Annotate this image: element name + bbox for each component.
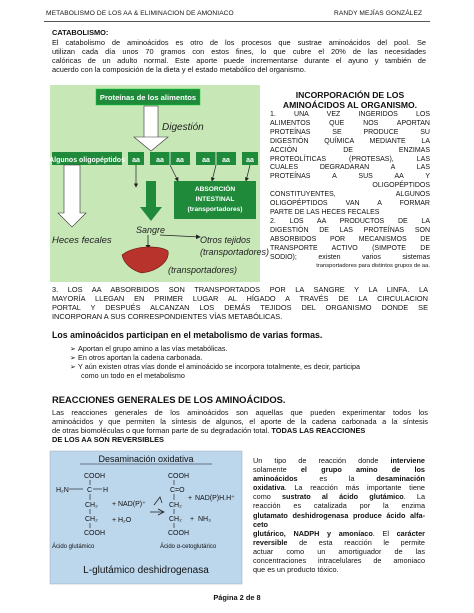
incorporacion-block xyxy=(270,90,430,270)
glut-h: H xyxy=(103,487,109,494)
digestion-arrow-shaft xyxy=(144,106,158,138)
incorporacion-line: PROTEOLÍTICAS (PROTESAS), LAS xyxy=(270,155,430,163)
participan-title: Los aminoácidos participan en el metabolismo de varias formas. xyxy=(52,330,323,340)
desaminacion-line: Un tipo de reacción donde interviene xyxy=(253,456,425,465)
incorporacion-line: SODIO); existen varios sistemas xyxy=(270,253,430,261)
incorporacion-title-1: INCORPORACIÓN DE LOS xyxy=(295,90,405,100)
desaminacion-line: reversible de esta reacción le permite xyxy=(253,537,425,547)
reacciones-line: de otras biomoléculas o que forman parte de su degradación total. xyxy=(52,426,270,436)
header-left: METABOLISMO DE LOS AA & ELIMINACION DE AMONIACO xyxy=(46,10,234,17)
bullet-icon: ➢ xyxy=(70,353,79,362)
incorporacion-line: PROTEÍNAS SE PRODUCE SU xyxy=(270,128,430,136)
aa-box: aa xyxy=(222,157,230,164)
header-rule xyxy=(44,21,430,22)
catabolismo-line: El catabolismo de aminoácidos es otro de los procesos que sustrae aminoácidos del pool. Se xyxy=(52,38,426,47)
glut-cooh: COOH xyxy=(84,473,105,480)
keto-cooh: COOH xyxy=(168,473,189,480)
glut-name: Ácido glutámico xyxy=(52,544,95,550)
incorporacion-line: DIGESTIÓN QUÍMICA MEDIANTE LA xyxy=(270,137,430,145)
nadp-plus: NAD(P)⁺ xyxy=(118,501,146,508)
incorporacion-line: PARTE DE LAS HECES FECALES xyxy=(270,208,380,216)
paso3-line: 3. LOS AA ABSORBIDOS SON TRANSPORTADOS POR LA SANGRE Y LA LINFA. LA xyxy=(52,285,428,294)
incorporacion-line: ALIMENTOS QUE NOS APORTAN xyxy=(270,119,430,127)
incorporacion-line: OLIGOPÉPTIDOS xyxy=(372,182,430,190)
digestion-diagram xyxy=(49,85,270,282)
aa-box: aa xyxy=(156,157,164,164)
reacciones-line: aminoácidos y que permiten la síntesis de algunos, el aporte de la cadena carbonada a la síntesis xyxy=(52,417,428,427)
liver-transp-label: (transportadores) xyxy=(168,265,238,275)
nadph: NAD(P)H.H⁺ xyxy=(195,495,235,502)
desaminacion-line: oxidativa. La reacción más importante tiene xyxy=(253,483,425,493)
incorporacion-line: DIGESTIÓN DE LAS PROTEÍNAS SON xyxy=(270,226,430,234)
h2o: H₂O xyxy=(118,517,132,524)
desaminacion-paragraph xyxy=(253,456,425,574)
aa-box: aa xyxy=(176,157,184,164)
bullet-item: En otros aportan la cadena carbonada. xyxy=(78,353,203,362)
otros-transp-label: (transportadores) xyxy=(200,247,270,257)
desaminacion-line: como sustrato al ácido glutámico. La xyxy=(253,492,425,502)
page-number: Página 2 de 8 xyxy=(213,593,261,602)
incorporacion-title-2: AMINOÁCIDOS AL ORGANISMO. xyxy=(282,100,418,110)
incorporacion-line: 2. LOS AA PRODUCTOS DE LA xyxy=(270,217,430,225)
incorporacion-line: ABSORBIDOS POR MECANISMOS DE xyxy=(270,235,430,243)
oligo-label: Algunos oligopéptidos xyxy=(49,157,125,164)
bullet-item: Aportan el grupo amino a las vías metabólicas. xyxy=(78,344,228,353)
deamination-title: Desaminación oxidativa xyxy=(98,454,194,464)
heces-label: Heces fecales xyxy=(52,235,112,246)
absorption-label-3: (transportadores) xyxy=(187,206,243,213)
glut-h2n: H₂N xyxy=(56,487,69,494)
incorporacion-line: CUALES DEGRADARAN A LAS xyxy=(270,164,430,172)
plus-sign: + xyxy=(112,517,117,524)
plus-sign: + xyxy=(188,495,193,502)
nh3: NH₃ xyxy=(198,516,211,523)
header-right: RANDY MEJÍAS GONZÁLEZ xyxy=(334,10,423,17)
catabolismo-paragraph xyxy=(52,38,426,74)
incorporacion-line: 1. UNA VEZ INGERIDOS LOS xyxy=(270,111,430,118)
aa-box: aa xyxy=(132,157,140,164)
glut-cooh: COOH xyxy=(84,530,105,537)
reacciones-bold-line: DE LOS AA SON REVERSIBLES xyxy=(52,435,164,445)
glut-ch2: CH₂ xyxy=(85,502,98,509)
sangre-label: Sangre xyxy=(136,225,166,235)
participan-bullets xyxy=(70,344,360,380)
paso3-line: PORTAL Y DESPUÉS ALCANZAN LOS DEMÁS TEJIDOS DEL ORGANISMO DONDE SE xyxy=(52,303,428,313)
reacciones-paragraph xyxy=(52,408,428,444)
bullet-icon: ➢ xyxy=(70,344,79,353)
keto-ch2: CH₂ xyxy=(169,516,182,523)
bullet-item: como un todo en el metabolismo xyxy=(81,371,185,380)
proteins-label: Proteínas de los alimentos xyxy=(99,93,197,102)
incorporacion-line: PROTEÍNAS A SUS AA Y xyxy=(270,173,430,181)
plus-sign: + xyxy=(112,501,117,508)
incorporacion-line: OLIGOPÉPTIDOS VAN A FORMAR xyxy=(270,200,430,208)
incorporacion-line: ACCIÓN DE ENZIMAS xyxy=(270,146,430,154)
deamination-diagram xyxy=(50,451,242,584)
keto-ch2: CH₂ xyxy=(169,502,182,509)
bullet-icon: ➢ xyxy=(70,362,79,371)
reacciones-bold: TODAS LAS REACCIONES xyxy=(271,426,366,436)
keto-cooh: COOH xyxy=(168,530,189,537)
aa-box: aa xyxy=(202,157,210,164)
glut-ch2: CH₂ xyxy=(85,516,98,523)
paso3-paragraph xyxy=(52,285,428,321)
paso3-line: INCORPORAN A SUS CORRESPONDIENTES VÍAS METABÓLICAS. xyxy=(52,312,283,322)
desaminacion-line: aminoácidos es la desaminación xyxy=(253,474,425,484)
glut-c: C xyxy=(87,487,93,494)
plus-sign: + xyxy=(190,516,195,523)
desaminacion-line: que es un producto tóxico. xyxy=(253,565,339,575)
aa-box: aa xyxy=(246,157,254,164)
reacciones-line: Las reacciones generales de los aminoácidos son aquellas que pueden experimentar todos los xyxy=(52,408,428,417)
desaminacion-line: actuar como un amortiguador de las xyxy=(253,546,425,556)
digestion-label: Digestión xyxy=(162,122,204,133)
desaminacion-line: concentraciones intracelulares de amoniaco xyxy=(253,556,425,566)
catabolismo-line: acuerdo con la composición de la dieta y el estado metabólico del organismo. xyxy=(52,65,306,75)
incorporacion-line: transportadores para distintos grupos de aa. xyxy=(316,263,430,270)
bullet-item: Y aún existen otras vías donde el aminoácido se incorpora totalmente, es decir, participa xyxy=(78,362,360,371)
desaminacion-line: glutamato deshidrogenasa produce ácido alfa-ceto xyxy=(253,510,425,529)
desaminacion-line: reacción es catalizada por la enzima xyxy=(253,501,425,511)
absorption-label-2: INTESTINAL xyxy=(195,196,235,203)
catabolismo-title: CATABOLISMO: xyxy=(52,28,109,37)
desaminacion-line: glutárico, NADPH y amoníaco. El carácter xyxy=(253,528,425,538)
paso3-line: MAYORÍA LLEGAN EN PRIMER LUGAR AL HÍGADO A TRAVÉS DE LA CIRCULACION xyxy=(52,294,428,304)
desaminacion-line: solamente el grupo amino de los xyxy=(253,465,425,475)
incorporacion-line: CONSTITUYENTES, ALGUNOS xyxy=(270,191,430,199)
incorporacion-line: TRANSPORTE ACTIVO (SIMPOTE DE xyxy=(270,244,430,252)
catabolismo-line: utilizan cada día unos 70 gramos con estos fines, lo que cubre el 20% de las necesidades xyxy=(52,47,426,57)
reacciones-title: REACCIONES GENERALES DE LOS AMINOÁCIDOS. xyxy=(52,394,286,405)
keto-name: Ácido α-cetoglutárico xyxy=(160,544,217,550)
enzyme-name: L-glutámico deshidrogenasa xyxy=(83,565,209,576)
otros-label: Otros tejidos xyxy=(200,235,251,245)
absorption-label-1: ABSORCIÓN xyxy=(194,186,236,193)
keto-co: C=O xyxy=(170,487,185,494)
catabolismo-line: calóricas de un adulto normal. Este aporte puede incrementarse durante el ayuno y también de xyxy=(52,56,426,66)
